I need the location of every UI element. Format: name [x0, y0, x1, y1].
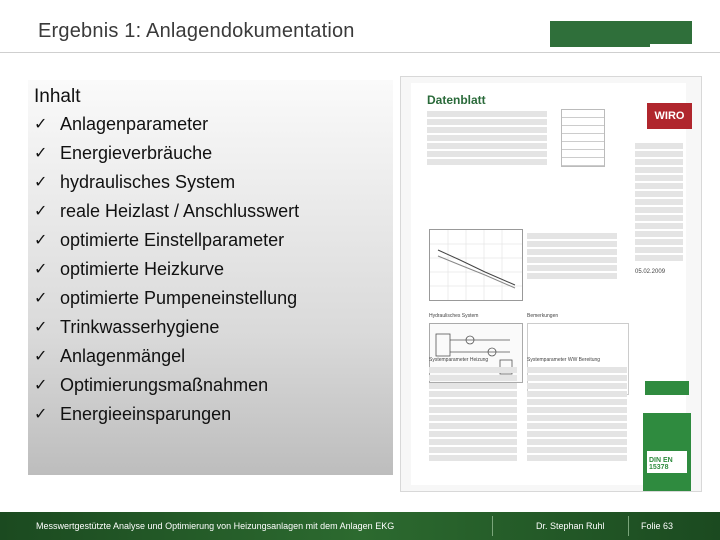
heating-params-rows	[429, 367, 517, 463]
check-icon: ✓	[34, 232, 48, 249]
contents-list	[34, 114, 299, 433]
heating-curve-chart	[429, 229, 523, 301]
list-item: ✓ Anlagenparameter	[34, 114, 209, 134]
partner-logo	[645, 381, 689, 395]
check-icon: ✓	[34, 348, 48, 365]
list-item: ✓ optimierte Pumpeneinstellung	[34, 288, 298, 308]
list-item: ✓ Energieverbräuche	[34, 143, 213, 163]
hydraulic-label: Hydraulisches System	[429, 313, 479, 319]
check-icon: ✓	[34, 319, 48, 336]
list-item: ✓ Optimierungsmaßnahmen	[34, 375, 269, 395]
parameter-table	[561, 109, 605, 167]
check-icon: ✓	[34, 174, 48, 191]
footer-divider	[492, 516, 493, 536]
list-item: ✓ Trinkwasserhygiene	[34, 317, 220, 337]
list-item: ✓ optimierte Einstellparameter	[34, 230, 285, 250]
din-label: DIN EN 15378	[649, 457, 673, 471]
list-item: ✓ optimierte Heizkurve	[34, 259, 225, 279]
list-item: ✓ Anlagenmängel	[34, 346, 186, 366]
contents-panel	[28, 80, 393, 475]
ww-params-rows	[527, 367, 627, 463]
date-value: 05.02.2009	[635, 269, 666, 275]
check-icon: ✓	[34, 406, 48, 423]
datasheet-page	[411, 83, 686, 485]
heating-params-label: Systemparameter Heizung	[429, 357, 489, 363]
optimized-settings-rows	[527, 233, 617, 281]
footer-page-number: Folie 63	[641, 521, 674, 531]
footer-bar	[0, 512, 720, 540]
list-item: ✓ reale Heizlast / Anschlusswert	[34, 201, 300, 221]
footer-divider	[628, 516, 629, 536]
notes-label: Bemerkungen	[527, 313, 559, 319]
company-logo	[550, 21, 692, 47]
check-icon: ✓	[34, 116, 48, 133]
header-divider	[0, 52, 720, 53]
list-item: ✓ Energieeinsparungen	[34, 404, 232, 424]
list-item: ✓ hydraulisches System	[34, 172, 236, 192]
check-icon: ✓	[34, 290, 48, 307]
contents-heading: Inhalt	[34, 86, 81, 107]
check-icon: ✓	[34, 203, 48, 220]
datasheet-title: Datenblatt	[427, 93, 486, 107]
datasheet-thumbnail	[400, 76, 702, 492]
wiro-logo: WIRO	[647, 103, 692, 129]
slide-title: Ergebnis 1: Anlagendokumentation	[38, 20, 355, 42]
check-icon: ✓	[34, 145, 48, 162]
heating-curve-graph	[430, 230, 522, 300]
ww-params-label: Systemparameter WW Bereitung	[527, 357, 601, 363]
footer-author: Dr. Stephan Ruhl	[536, 521, 605, 531]
check-icon: ✓	[34, 261, 48, 278]
contact-info-rows	[635, 143, 683, 263]
parameter-rows	[427, 111, 547, 167]
check-icon: ✓	[34, 377, 48, 394]
din-badge	[643, 413, 691, 491]
footer-text: Messwertgestützte Analyse und Optimierung von Heizungsanlagen mit dem Anlagen EKG	[36, 521, 395, 531]
